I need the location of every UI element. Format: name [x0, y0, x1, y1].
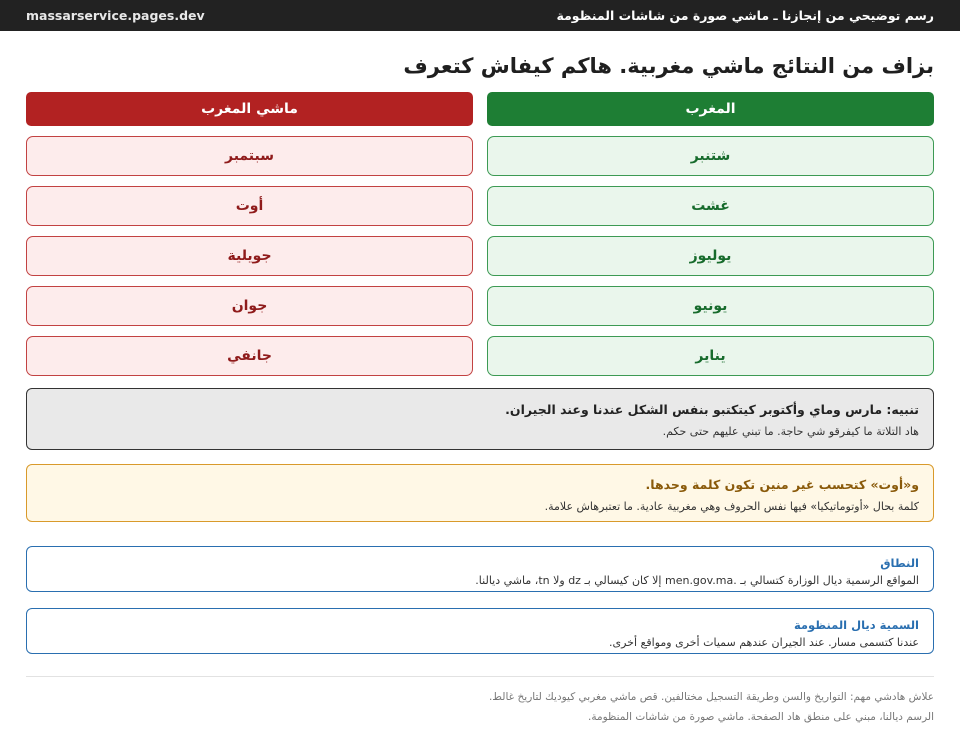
non-morocco-column-header: ماشي المغرب	[26, 92, 473, 126]
non-morocco-month-item: أوت	[26, 186, 473, 226]
page-title: بزاف من النتائج ماشي مغربية. هاكم كيفاش كتعرف	[403, 54, 934, 78]
aout-word-warning-title: و«أوت» كتحسب غير منين تكون كلمة وحدها.	[645, 477, 919, 492]
morocco-column-header: المغرب	[487, 92, 934, 126]
scope-text: المواقع الرسمية ديال الوزارة كتسالي بـ .men.gov.ma إلا كان كيسالي بـ dz ولا tn، ماشي ديالنا.	[475, 574, 919, 587]
system-name-text: عندنا كتسمى مسار. عند الجيران عندهم سميات أخرى ومواقع أخرى.	[609, 636, 919, 649]
shared-months-warning-text: هاد التلاتة ما كيفرقو شي حاجة. ما تبني عليهم حتى حكم.	[662, 425, 919, 438]
morocco-column	[487, 92, 934, 376]
morocco-month-item: شتنبر	[487, 136, 934, 176]
morocco-month-item: يناير	[487, 336, 934, 376]
footer-divider	[26, 676, 934, 677]
scope-info-box	[26, 546, 934, 592]
morocco-month-item: غشت	[487, 186, 934, 226]
aout-word-warning-text: كلمة بحال «أوتوماتيكيا» فيها نفس الحروف وهي مغربية عادية. ما تعتبرهاش علامة.	[544, 500, 919, 513]
non-morocco-month-item: جويلية	[26, 236, 473, 276]
top-bar	[0, 0, 960, 31]
illustration-caption: رسم توضيحي من إنجازنا ـ ماشي صورة من شاشات المنظومة	[556, 8, 934, 23]
shared-months-warning-title: تنبيه: مارس وماي وأكتوبر كيتكتبو بنفس الشكل عندنا وعند الجيران.	[505, 402, 919, 417]
system-name-info-box	[26, 608, 934, 654]
morocco-month-item: يونيو	[487, 286, 934, 326]
non-morocco-month-item: جانفي	[26, 336, 473, 376]
non-morocco-column	[26, 92, 473, 376]
site-domain[interactable]: massarservice.pages.dev	[26, 8, 205, 23]
scope-title: النطاق	[880, 556, 919, 570]
shared-months-warning	[26, 388, 934, 450]
footer-note-disclaimer: الرسم ديالنا، مبني على منطق هاد الصفحة. ماشي صورة من شاشات المنظومة.	[588, 711, 934, 723]
aout-word-warning	[26, 464, 934, 522]
morocco-month-item: يوليوز	[487, 236, 934, 276]
system-name-title: السمية ديال المنظومة	[793, 618, 919, 632]
footer-note-importance: علاش هادشي مهم: التواريخ والسن وطريقة التسجيل مختالفين. قص ماشي مغربي كيوديك لتاريخ غالط.	[488, 691, 934, 703]
non-morocco-month-item: سبتمبر	[26, 136, 473, 176]
non-morocco-month-item: جوان	[26, 286, 473, 326]
